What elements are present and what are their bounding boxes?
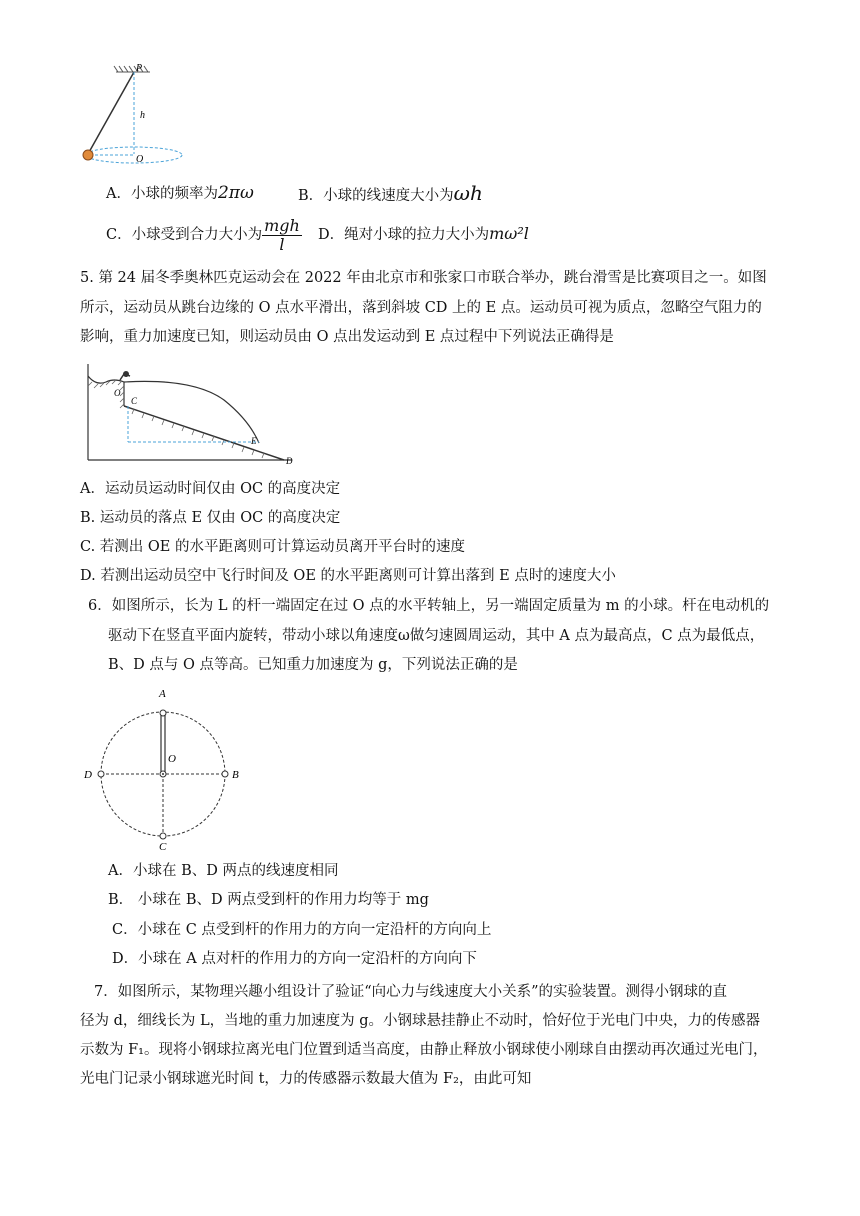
label-a: A (159, 688, 166, 700)
label-c: C (131, 396, 138, 406)
q6-option-d: D．小球在 A 点对杆的作用力的方向一定沿杆的方向向下 (112, 951, 477, 967)
q5-option-d: D. 若测出运动员空中飞行时间及 OE 的水平距离则可计算出落到 E 点时的速度大小 (80, 568, 616, 584)
label-h: h (140, 110, 145, 121)
label-o: O (168, 753, 176, 765)
q4-option-a: A．小球的频率为2πω (106, 183, 254, 203)
ski-jump-figure (84, 360, 304, 468)
conical-pendulum-figure (78, 62, 188, 172)
q7-stem-line-3: 示数为 F₁。现将小钢球拉离光电门位置到适当高度，由静止释放小钢球使小刚球自由摆动再次通过光电门， (80, 1042, 768, 1058)
label-c: C (159, 841, 167, 852)
q6-stem-line-2: 驱动下在竖直平面内旋转，带动小球以角速度ω做匀速圆周运动，其中 A 点为最高点，C 点为最低点， (108, 628, 765, 644)
label-b: B (232, 769, 239, 781)
label-o: O (114, 388, 121, 398)
q5-stem-line-3: 影响，重力加速度已知，则运动员由 O 点出发运动到 E 点过程中下列说法正确得是 (80, 329, 614, 345)
q6-option-a: A．小球在 B、D 两点的线速度相同 (108, 863, 339, 879)
q7-stem-line-2: 径为 d，细线长为 L，当地的重力加速度为 g。小钢球悬挂静止不动时，恰好位于光电门中央，力的传感器 (80, 1013, 761, 1029)
q5-stem-line-2: 所示，运动员从跳台边缘的 O 点水平滑出，落到斜坡 CD 上的 E 点。运动员可视为质点，忽略空气阻力的 (80, 300, 762, 316)
label-d: D (286, 456, 293, 466)
fraction-mgh-over-l: $\frac{\text{mgh}}{l}$ (264, 215, 300, 254)
q4-option-b: B．小球的线速度大小为ωh (298, 181, 483, 205)
q4-option-c: C．小球受到合力大小为 $\frac{\text{mgh}}{l}$ (106, 215, 300, 254)
rotating-rod-figure (80, 682, 250, 852)
label-e: E (251, 436, 257, 446)
q6-option-b: B． 小球在 B、D 两点受到杆的作用力均等于 mg (108, 892, 429, 908)
q6-option-c: C．小球在 C 点受到杆的作用力的方向一定沿杆的方向向上 (112, 922, 492, 938)
q7-stem-line-4: 光电门记录小钢球遮光时间 t，力的传感器示数最大值为 F₂，由此可知 (80, 1071, 532, 1087)
label-o: O (136, 154, 144, 165)
q5-stem-line-1: 5. 第 24 届冬季奥林匹克运动会在 2022 年由北京市和张家口市联合举办，跳台滑雪是比赛项目之一。如图 (80, 270, 767, 286)
q4-option-d: D．绳对小球的拉力大小为mω²l (318, 224, 529, 243)
q6-stem-line-3: B、D 点与 O 点等高。已知重力加速度为 g，下列说法正确的是 (108, 657, 518, 673)
label-d: D (84, 769, 92, 781)
q5-option-a: A．运动员运动时间仅由 OC 的高度决定 (80, 481, 341, 497)
q6-stem-line-1: 6．如图所示，长为 L 的杆一端固定在过 O 点的水平转轴上，另一端固定质量为 m 的小球。杆在电动机的 (88, 598, 770, 614)
label-p: P (136, 63, 143, 74)
q7-stem-line-1: 7．如图所示，某物理兴趣小组设计了验证“向心力与线速度大小关系”的实验装置。测得小钢球的直 (94, 984, 728, 1000)
q5-option-b: B. 运动员的落点 E 仅由 OC 的高度决定 (80, 510, 341, 526)
q5-option-c: C. 若测出 OE 的水平距离则可计算运动员离开平台时的速度 (80, 539, 465, 555)
